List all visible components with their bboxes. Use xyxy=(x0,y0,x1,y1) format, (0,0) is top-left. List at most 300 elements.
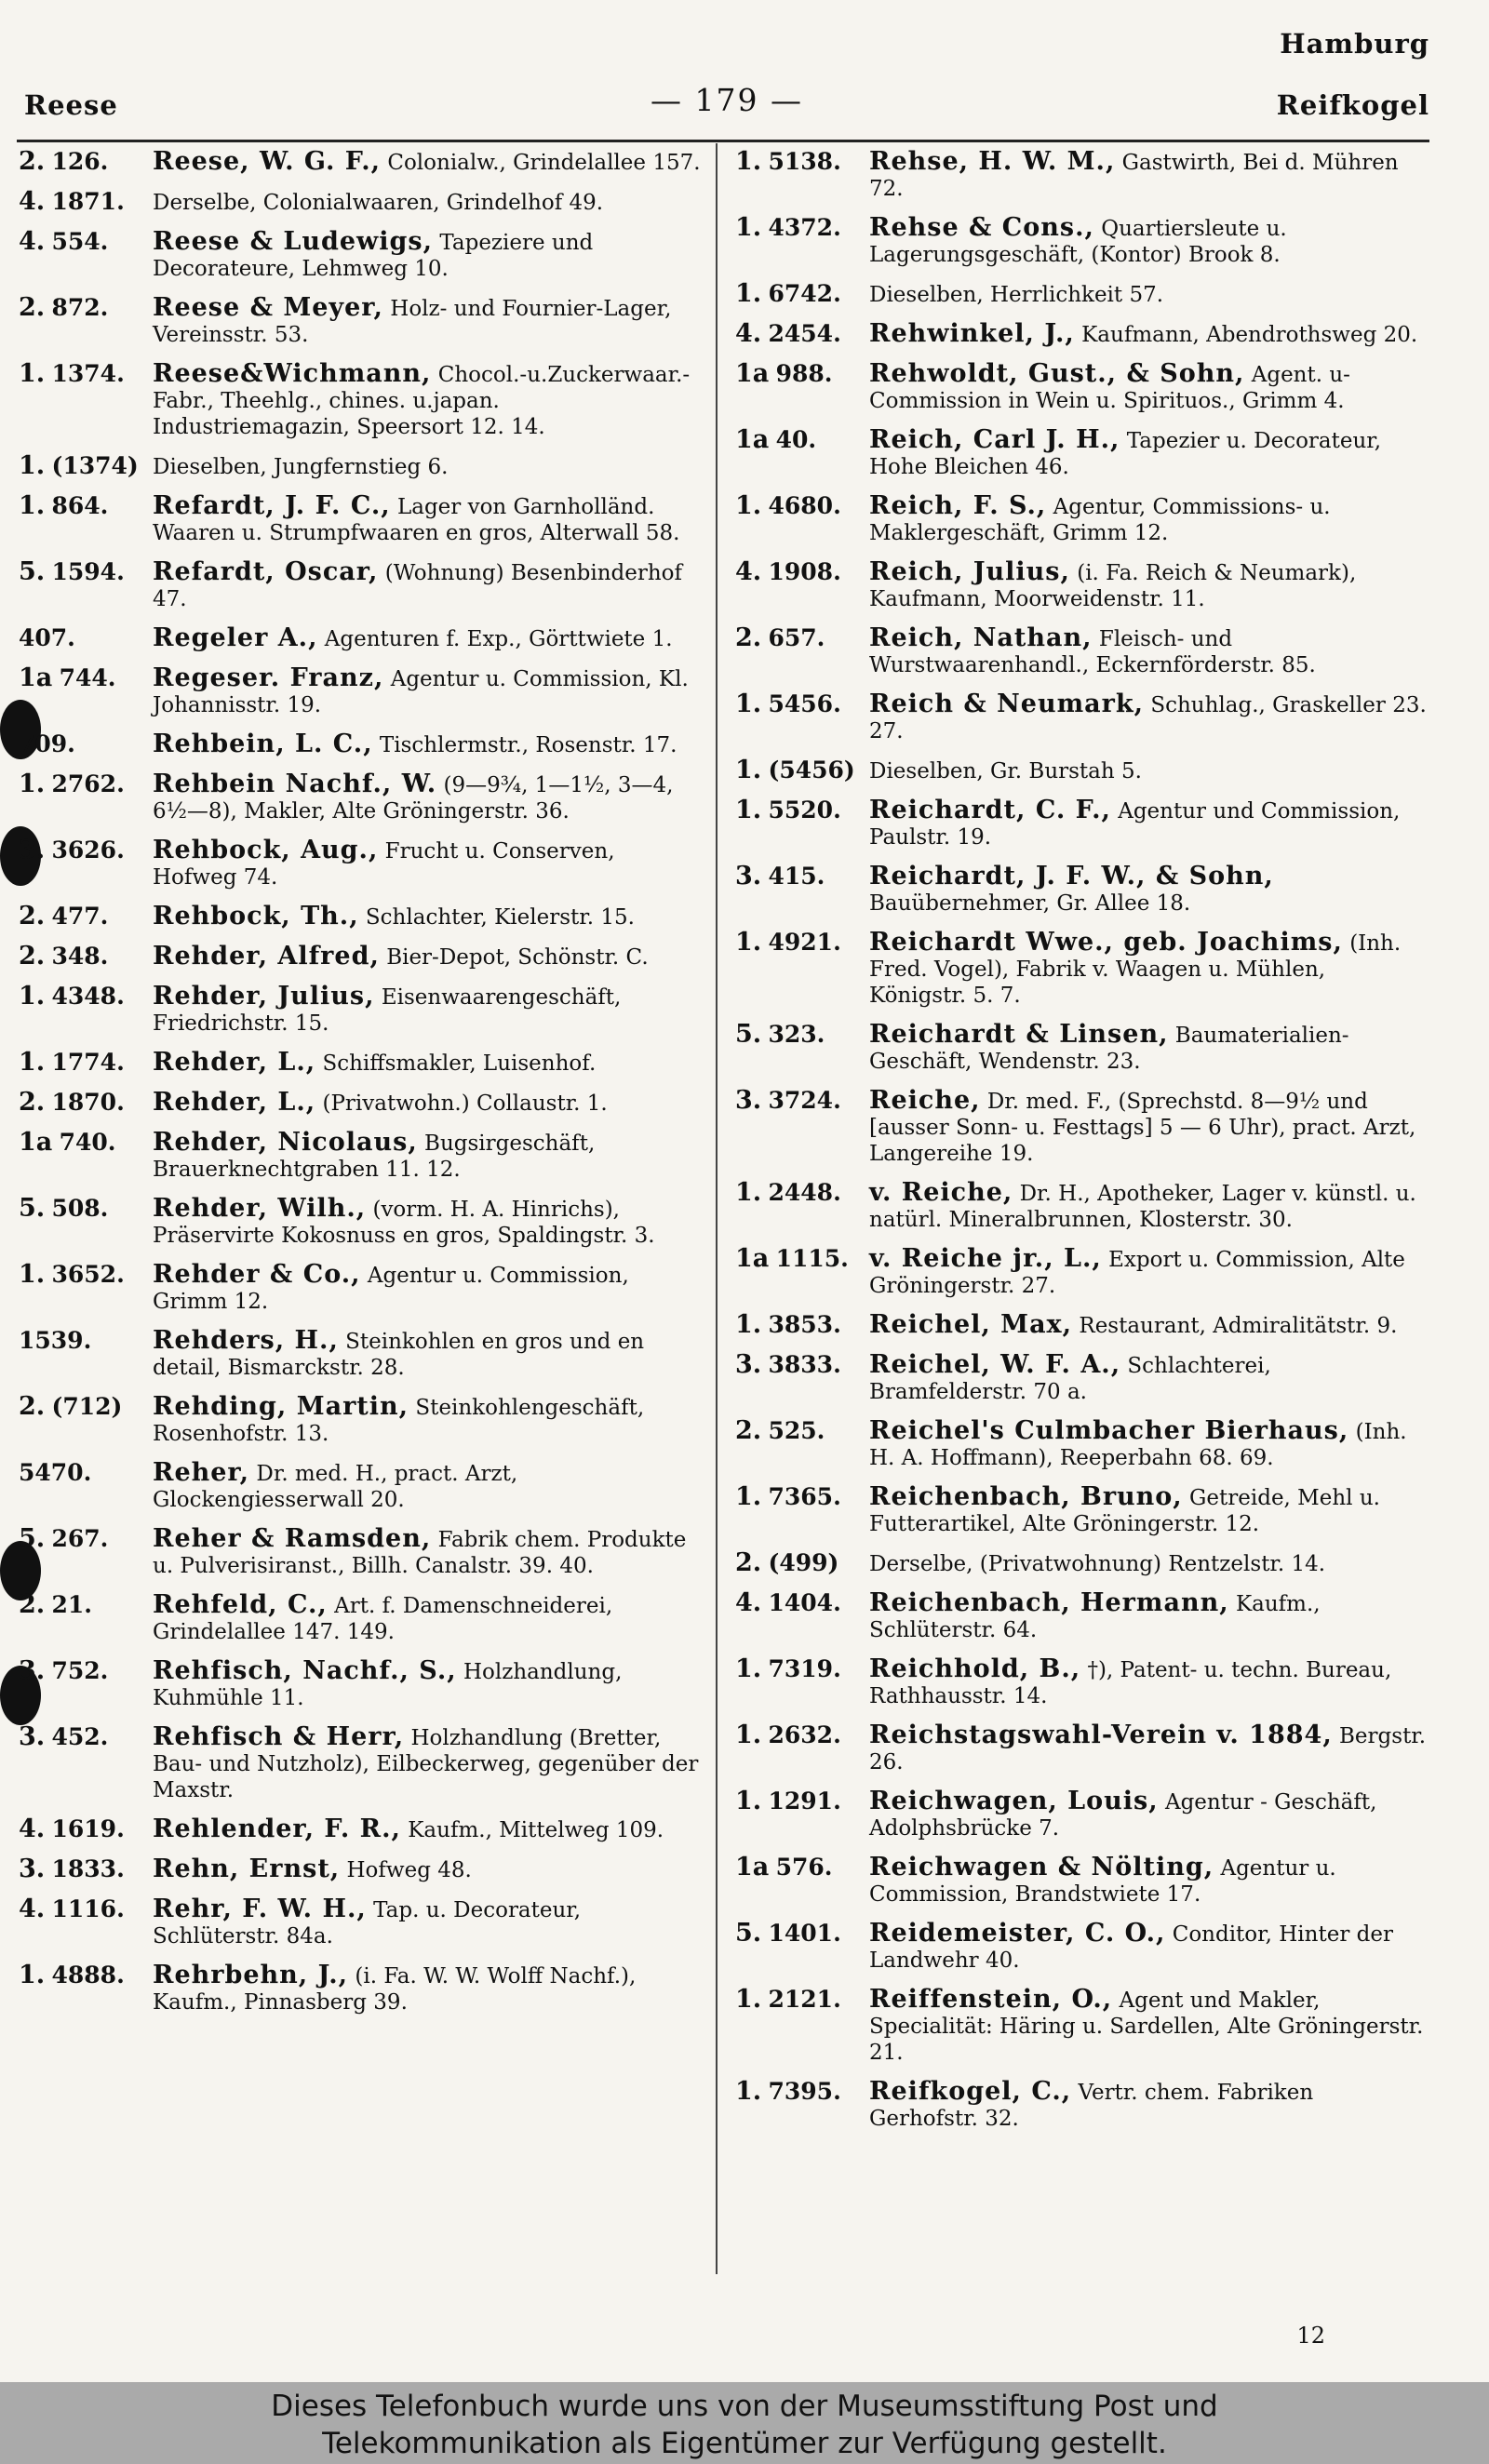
banner-line-1: Dieses Telefonbuch wurde uns von der Museumsstiftung Post und xyxy=(271,2390,1218,2423)
subscriber-name: Rehding, Martin, xyxy=(153,1392,409,1421)
subscriber-name: Rehlender, F. R., xyxy=(153,1815,401,1843)
subscriber-details: Dieselben, Herrlichkeit 57. xyxy=(869,283,1164,307)
directory-entry xyxy=(735,797,1429,850)
directory-entry xyxy=(19,1816,703,1843)
subscriber-name: Rehder & Co., xyxy=(153,1260,361,1289)
entry-text xyxy=(869,2079,1429,2132)
exchange-class: 1a xyxy=(19,1128,53,1157)
phone-tag xyxy=(19,1816,149,1843)
entry-text xyxy=(869,281,1429,308)
entry-text xyxy=(869,215,1429,268)
phone-number: 7365. xyxy=(768,1483,841,1510)
exchange-class: 2. xyxy=(735,1416,762,1445)
phone-tag xyxy=(735,1352,865,1379)
exchange-class: 1. xyxy=(19,770,46,798)
directory-entry xyxy=(19,1962,703,2015)
entry-text xyxy=(869,1656,1429,1709)
exchange-class: 3. xyxy=(19,1855,46,1883)
directory-entry xyxy=(735,625,1429,678)
subscriber-details: Tap. u. Decorateur, Schlüterstr. 84a. xyxy=(153,1898,582,1948)
subscriber-name: Reich & Neumark, xyxy=(869,690,1145,718)
directory-entry xyxy=(19,493,703,546)
phone-tag xyxy=(19,1724,149,1751)
exchange-class: 4. xyxy=(19,187,46,216)
subscriber-details: (Privatwohn.) Collaustr. 1. xyxy=(322,1091,608,1116)
phone-tag xyxy=(19,731,149,758)
subscriber-name: Rehrbehn, J., xyxy=(153,1961,349,1989)
phone-tag xyxy=(19,1460,149,1487)
phone-tag xyxy=(19,1856,149,1883)
directory-entry xyxy=(19,295,703,348)
entry-text xyxy=(869,559,1429,612)
subscriber-details: Bergstr. 26. xyxy=(869,1724,1427,1774)
phone-number: 2448. xyxy=(768,1179,841,1206)
phone-tag xyxy=(19,1526,149,1553)
phone-tag xyxy=(19,1658,149,1685)
exchange-class: 5. xyxy=(19,1524,46,1553)
phone-number: 1619. xyxy=(51,1815,125,1842)
entry-text xyxy=(153,1130,703,1183)
exchange-class: 1. xyxy=(735,147,762,176)
city-heading: Hamburg xyxy=(1280,28,1429,60)
subscriber-details: Agent und Makler, Specialität: Häring u. Sardellen, Alte Gröningerstr. 21. xyxy=(869,1989,1424,2065)
subscriber-details: Tischlermstr., Rosenstr. 17. xyxy=(379,733,677,757)
subscriber-details: Colonialw., Grindelallee 157. xyxy=(387,151,701,175)
exchange-class: 2. xyxy=(19,1088,46,1117)
phone-number: 740. xyxy=(59,1129,116,1156)
subscriber-details: Lager von Garnholländ. Waaren u. Strumpfwaaren en gros, Alterwall 58. xyxy=(153,495,680,545)
exchange-class: 1. xyxy=(735,1721,762,1749)
phone-number: 576. xyxy=(775,1854,833,1881)
exchange-class: 3. xyxy=(735,1086,762,1115)
subscriber-name: Rehbock, Aug., xyxy=(153,836,379,864)
exchange-class: 1. xyxy=(735,796,762,824)
phone-number: 525. xyxy=(768,1417,825,1444)
phone-number: 1774. xyxy=(51,1049,125,1076)
phone-tag xyxy=(19,837,149,864)
subscriber-details: Baumaterialien-Geschäft, Wendenstr. 23. xyxy=(869,1024,1349,1074)
phone-tag xyxy=(19,1050,149,1077)
entry-text xyxy=(869,1022,1429,1075)
exchange-class: 1. xyxy=(735,1482,762,1511)
directory-entry xyxy=(735,1855,1429,1908)
entry-text xyxy=(153,1050,703,1077)
phone-number: 864. xyxy=(51,492,109,519)
entry-text xyxy=(153,149,703,176)
directory-entry xyxy=(735,215,1429,268)
phone-number: 872. xyxy=(51,294,109,321)
entry-text xyxy=(869,864,1429,917)
directory-entry xyxy=(19,1394,703,1447)
phone-number: 1871. xyxy=(51,188,125,215)
exchange-class: 4. xyxy=(735,557,762,586)
directory-entry xyxy=(735,1722,1429,1775)
phone-tag xyxy=(19,149,149,176)
directory-entry xyxy=(735,281,1429,308)
subscriber-details: (i. Fa. W. W. Wolff Nachf.), Kaufm., Pinnasberg 39. xyxy=(153,1964,637,2015)
entry-text xyxy=(153,559,703,612)
directory-entry xyxy=(19,1050,703,1077)
exchange-class: 5. xyxy=(735,1919,762,1948)
phone-tag xyxy=(735,281,865,308)
phone-number: 7319. xyxy=(768,1655,841,1682)
exchange-class: 2. xyxy=(19,147,46,176)
ownership-banner xyxy=(0,2382,1489,2464)
subscriber-details: Holzhandlung (Bretter, Bau- und Nutzholz), Eilbeckerweg, gegenüber der Maxstr. xyxy=(153,1726,699,1802)
subscriber-details: Agent. u- Commission in Wein u. Spirituos., Grimm 4. xyxy=(869,363,1350,413)
subscriber-details: Conditor, Hinter der Landwehr 40. xyxy=(869,1922,1393,1973)
directory-entry xyxy=(735,361,1429,414)
directory-entry xyxy=(19,771,703,824)
subscriber-name: Reichel, Max, xyxy=(869,1310,1073,1339)
directory-entry xyxy=(19,1328,703,1381)
phone-number: 21. xyxy=(51,1591,92,1618)
entry-text xyxy=(869,625,1429,678)
phone-number: 5456. xyxy=(768,690,841,717)
subscriber-details: Holz- und Fournier-Lager, Vereinsstr. 53. xyxy=(153,297,672,347)
subscriber-details: Agentur u. Commission, Brandstwiete 17. xyxy=(869,1856,1336,1907)
phone-number: 1404. xyxy=(768,1589,841,1616)
exchange-class: 3. xyxy=(735,1350,762,1379)
subscriber-name: Reiche, xyxy=(869,1086,981,1115)
subscriber-name: Rehbein, L. C., xyxy=(153,730,373,758)
directory-entry xyxy=(19,1526,703,1579)
exchange-class: 1a xyxy=(735,1853,770,1881)
phone-tag xyxy=(735,149,865,176)
entry-text xyxy=(153,1262,703,1315)
phone-number: 1401. xyxy=(768,1920,841,1947)
exchange-class: 1. xyxy=(19,1260,46,1289)
directory-entry xyxy=(735,1022,1429,1075)
directory-entry xyxy=(19,984,703,1037)
exchange-class: 3. xyxy=(735,862,762,891)
phone-tag xyxy=(735,1855,865,1881)
phone-number: 1908. xyxy=(768,558,841,585)
entry-text xyxy=(869,1550,1429,1577)
phone-tag xyxy=(735,1246,865,1273)
subscriber-name: v. Reiche, xyxy=(869,1178,1013,1207)
subscriber-name: Reher, xyxy=(153,1458,250,1487)
phone-number: 3724. xyxy=(768,1087,841,1114)
phone-tag xyxy=(19,295,149,322)
directory-entry xyxy=(735,1418,1429,1471)
directory-entry xyxy=(735,1656,1429,1709)
exchange-class: 1a xyxy=(735,425,770,454)
exchange-class: 1. xyxy=(19,1048,46,1077)
phone-tag xyxy=(735,2079,865,2106)
phone-tag xyxy=(19,665,149,692)
phone-tag xyxy=(19,771,149,798)
phone-number: 3626. xyxy=(51,837,125,864)
phone-tag xyxy=(19,1328,149,1355)
subscriber-details: Hofweg 48. xyxy=(346,1858,472,1882)
entry-text xyxy=(869,691,1429,744)
exchange-class: 1. xyxy=(735,690,762,718)
entry-text xyxy=(869,1855,1429,1908)
exchange-class: 1. xyxy=(735,213,762,242)
phone-tag xyxy=(735,361,865,388)
subscriber-name: Rehbock, Th., xyxy=(153,902,359,931)
phone-number: 5520. xyxy=(768,797,841,824)
directory-entry xyxy=(19,1592,703,1645)
subscriber-name: v. Reiche jr., L., xyxy=(869,1244,1102,1273)
exchange-class: 4. xyxy=(19,1815,46,1843)
entry-text xyxy=(153,1196,703,1249)
exchange-class: 1a xyxy=(19,663,53,692)
entry-text xyxy=(153,771,703,824)
phone-tag xyxy=(735,1484,865,1511)
subscriber-name: Rehfisch, Nachf., S., xyxy=(153,1656,457,1685)
directory-entry xyxy=(19,1724,703,1803)
subscriber-details: Bauübernehmer, Gr. Allee 18. xyxy=(869,891,1191,916)
directory-entry xyxy=(735,757,1429,784)
directory-entry xyxy=(735,1484,1429,1537)
phone-tag xyxy=(735,1722,865,1749)
subscriber-name: Rehder, Wilh., xyxy=(153,1194,367,1223)
phone-tag xyxy=(19,1394,149,1421)
subscriber-details: Dieselben, Gr. Burstah 5. xyxy=(869,759,1142,783)
subscriber-details: Kaufm., Mittelweg 109. xyxy=(408,1818,664,1842)
phone-tag xyxy=(735,625,865,652)
phone-number: 348. xyxy=(51,943,109,970)
entry-text xyxy=(153,665,703,718)
phone-tag xyxy=(19,453,149,480)
subscriber-details: Agentur - Geschäft, Adolphsbrücke 7. xyxy=(869,1790,1377,1841)
subscriber-name: Reichel's Culmbacher Bierhaus, xyxy=(869,1416,1349,1445)
directory-entry xyxy=(19,944,703,971)
subscriber-name: Reichardt Wwe., geb. Joachims, xyxy=(869,928,1343,957)
phone-tag xyxy=(735,797,865,824)
exchange-class: 1. xyxy=(735,1178,762,1207)
phone-number: 5470. xyxy=(19,1459,92,1486)
phone-tag xyxy=(19,559,149,586)
subscriber-details: Agentur u. Commission, Grimm 12. xyxy=(153,1264,629,1314)
directory-entry xyxy=(19,559,703,612)
entry-text xyxy=(869,797,1429,850)
phone-tag xyxy=(19,1196,149,1223)
exchange-class: 1. xyxy=(735,1310,762,1339)
exchange-class: 1. xyxy=(735,1787,762,1815)
subscriber-name: Reichardt, C. F., xyxy=(869,796,1111,824)
phone-number: 407. xyxy=(19,624,75,651)
phone-number: 126. xyxy=(51,148,109,175)
phone-number: 988. xyxy=(775,360,833,387)
header-rule xyxy=(17,140,1429,142)
subscriber-name: Reichhold, B., xyxy=(869,1654,1081,1683)
subscriber-details: Holzhandlung, Kuhmühle 11. xyxy=(153,1660,623,1710)
phone-number: (712) xyxy=(51,1393,123,1420)
subscriber-name: Rehse, H. W. M., xyxy=(869,147,1116,176)
footer-number: 12 xyxy=(1296,2323,1325,2349)
phone-number: 3652. xyxy=(51,1261,125,1288)
entry-text xyxy=(153,1090,703,1117)
subscriber-details: Eisenwaarengeschäft, Friedrichstr. 15. xyxy=(153,985,622,1036)
phone-tag xyxy=(735,427,865,454)
directory-entry xyxy=(735,1246,1429,1299)
subscriber-name: Rehfeld, C., xyxy=(153,1590,328,1619)
subscriber-name: Reiffenstein, O., xyxy=(869,1985,1113,2014)
entry-text xyxy=(153,1856,703,1883)
phone-tag xyxy=(19,493,149,520)
phone-tag xyxy=(735,757,865,784)
subscriber-name: Rehwoldt, Gust., & Sohn, xyxy=(869,359,1245,388)
phone-tag xyxy=(735,691,865,718)
entry-text xyxy=(869,1246,1429,1299)
subscriber-name: Reichenbach, Bruno, xyxy=(869,1482,1183,1511)
directory-entry xyxy=(19,1856,703,1883)
phone-tag xyxy=(735,1987,865,2014)
phone-number: 7395. xyxy=(768,2078,841,2105)
subscriber-name: Refardt, Oscar, xyxy=(153,557,379,586)
phone-number: 452. xyxy=(51,1723,109,1750)
exchange-class: 1. xyxy=(19,491,46,520)
left-guide-word: Reese xyxy=(24,89,118,121)
phone-tag xyxy=(735,930,865,957)
subscriber-name: Rehder, Nicolaus, xyxy=(153,1128,418,1157)
phone-tag xyxy=(735,1590,865,1617)
phone-number: 477. xyxy=(51,903,109,930)
entry-text xyxy=(869,427,1429,480)
subscriber-name: Reichwagen & Nölting, xyxy=(869,1853,1214,1881)
directory-entry xyxy=(735,2079,1429,2132)
directory-entry xyxy=(735,930,1429,1009)
subscriber-name: Reichenbach, Hermann, xyxy=(869,1588,1229,1617)
phone-number: (499) xyxy=(768,1549,839,1576)
subscriber-details: Fleisch- und Wurstwaarenhandl., Eckernförderstr. 85. xyxy=(869,627,1316,677)
phone-number: 709. xyxy=(19,730,75,757)
subscriber-details: Tapezier u. Decorateur, Hohe Bleichen 46. xyxy=(869,429,1382,479)
subscriber-name: Refardt, J. F. C., xyxy=(153,491,391,520)
subscriber-name: Reese & Ludewigs, xyxy=(153,227,434,256)
subscriber-name: Reichardt & Linsen, xyxy=(869,1020,1169,1049)
subscriber-details: Bier-Depot, Schönstr. C. xyxy=(386,945,649,970)
phone-tag xyxy=(735,1550,865,1577)
subscriber-details: Derselbe, Colonialwaaren, Grindelhof 49. xyxy=(153,191,604,215)
phone-number: 4348. xyxy=(51,983,125,1010)
directory-entry xyxy=(19,625,703,652)
phone-tag xyxy=(19,229,149,256)
subscriber-name: Rehr, F. W. H., xyxy=(153,1895,367,1923)
subscriber-name: Rehder, Alfred, xyxy=(153,942,380,971)
directory-entry xyxy=(735,864,1429,917)
directory-entry xyxy=(735,1788,1429,1841)
phone-number: 1116. xyxy=(51,1895,125,1922)
phone-tag xyxy=(19,1130,149,1157)
phone-tag xyxy=(735,1022,865,1049)
entry-text xyxy=(869,1987,1429,2066)
entry-text xyxy=(869,1590,1429,1643)
subscriber-name: Reichstagswahl-Verein v. 1884, xyxy=(869,1721,1333,1749)
entry-text xyxy=(153,295,703,348)
entry-text xyxy=(869,930,1429,1009)
directory-entry xyxy=(19,1460,703,1513)
exchange-class: 5. xyxy=(19,1194,46,1223)
phone-number: 1374. xyxy=(51,360,125,387)
subscriber-name: Rehfisch & Herr, xyxy=(153,1722,405,1751)
directory-entry xyxy=(735,1312,1429,1339)
directory-entry xyxy=(735,1550,1429,1577)
directory-entry xyxy=(19,229,703,282)
phone-tag xyxy=(19,361,149,388)
entry-text xyxy=(153,984,703,1037)
phone-tag xyxy=(735,215,865,242)
subscriber-details: Agentur und Commission, Paulstr. 19. xyxy=(869,799,1401,850)
subscriber-details: Dr. H., Apotheker, Lager v. künstl. u. natürl. Mineralbrunnen, Klosterstr. 30. xyxy=(869,1182,1416,1232)
subscriber-details: (Wohnung) Besenbinderhof 47. xyxy=(153,561,683,611)
exchange-class: 1. xyxy=(19,359,46,388)
phone-tag xyxy=(19,625,149,652)
directory-entry xyxy=(735,1180,1429,1233)
subscriber-name: Reese&Wichmann, xyxy=(153,359,432,388)
exchange-class: 1. xyxy=(735,491,762,520)
phone-number: 508. xyxy=(51,1195,109,1222)
subscriber-details: (9—9¾, 1—1½, 3—4, 6½—8), Makler, Alte Gröningerstr. 36. xyxy=(153,773,674,824)
phone-number: 6742. xyxy=(768,280,841,307)
directory-entry xyxy=(735,427,1429,480)
phone-number: 4680. xyxy=(768,492,841,519)
exchange-class: 2. xyxy=(735,1548,762,1577)
entry-text xyxy=(869,1180,1429,1233)
subscriber-name: Reese, W. G. F., xyxy=(153,147,382,176)
directory-entry xyxy=(735,1590,1429,1643)
subscriber-name: Reich, Carl J. H., xyxy=(869,425,1120,454)
entry-text xyxy=(869,149,1429,202)
phone-tag xyxy=(735,1788,865,1815)
page-number: — 179 — xyxy=(651,82,803,118)
exchange-class: 3. xyxy=(19,1656,46,1685)
right-guide-word: Reifkogel xyxy=(1276,89,1429,121)
phone-number: 40. xyxy=(775,426,817,453)
subscriber-details: Steinkohlen en gros und en detail, Bismarckstr. 28. xyxy=(153,1330,645,1380)
directory-entry xyxy=(19,453,703,480)
phone-tag xyxy=(19,189,149,216)
phone-number: 4888. xyxy=(51,1962,125,1989)
exchange-class: 2. xyxy=(735,623,762,652)
phone-number: (5456) xyxy=(768,757,855,783)
subscriber-details: Chocol.-u.Zuckerwaar.-Fabr., Theehlg., chines. u.japan. Industriemagazin, Speersort 12. 14. xyxy=(153,363,691,439)
phone-number: 1594. xyxy=(51,558,125,585)
phone-tag xyxy=(735,493,865,520)
exchange-class: 1. xyxy=(19,451,46,480)
entry-text xyxy=(153,837,703,891)
directory-entry xyxy=(19,1262,703,1315)
phone-tag xyxy=(735,559,865,586)
subscriber-details: Restaurant, Admiralitätstr. 9. xyxy=(1079,1314,1398,1338)
subscriber-details: Derselbe, (Privatwohnung) Rentzelstr. 14. xyxy=(869,1552,1326,1576)
entry-text xyxy=(869,1088,1429,1167)
subscriber-name: Regeler A., xyxy=(153,623,318,652)
phone-number: 1833. xyxy=(51,1855,125,1882)
phone-number: 2454. xyxy=(768,320,841,347)
entry-text xyxy=(869,1352,1429,1405)
entry-text xyxy=(869,1312,1429,1339)
subscriber-details: Dr. med. F., (Sprechstd. 8—9½ und [ausser Sonn- u. Festtags] 5 — 6 Uhr), pract. Arzt, Langereihe 19. xyxy=(869,1090,1416,1166)
subscriber-details: †), Patent- u. techn. Bureau, Rathhausstr. 14. xyxy=(869,1658,1392,1708)
subscriber-details: Gastwirth, Bei d. Mühren 72. xyxy=(869,151,1399,201)
exchange-class: 3. xyxy=(19,1722,46,1751)
subscriber-details: Bugsirgeschäft, Brauerknechtgraben 11. 12. xyxy=(153,1132,596,1182)
phone-tag xyxy=(735,1088,865,1115)
subscriber-name: Rehbein Nachf., W. xyxy=(153,770,437,798)
subscriber-details: (i. Fa. Reich & Neumark), Kaufmann, Moorweidenstr. 11. xyxy=(869,561,1357,611)
subscriber-name: Rehn, Ernst, xyxy=(153,1855,341,1883)
phone-number: 5138. xyxy=(768,148,841,175)
entry-text xyxy=(869,757,1429,784)
subscriber-details: Dr. med. H., pract. Arzt, Glockengiesserwall 20. xyxy=(153,1462,518,1512)
directory-entry xyxy=(19,1130,703,1183)
subscriber-details: Quartiersleute u. Lagerungsgeschäft, (Kontor) Brook 8. xyxy=(869,217,1287,267)
subscriber-details: Frucht u. Conserven, Hofweg 74. xyxy=(153,839,615,890)
